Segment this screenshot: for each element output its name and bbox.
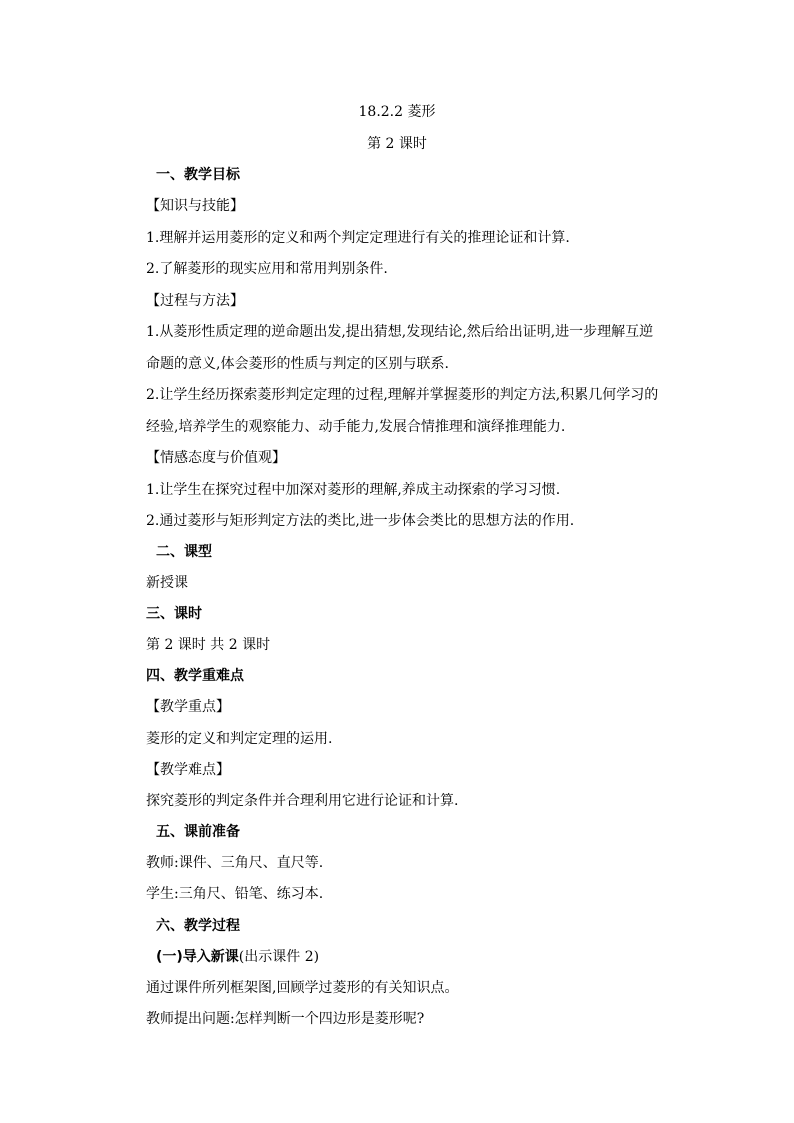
intro-body-2: 教师提出问题:怎样判断一个四边形是菱形呢? [146, 1011, 425, 1027]
intro-body-1: 通过课件所列框架图,回顾学过菱形的有关知识点。 [146, 980, 459, 996]
section-1-heading: 一、教学目标 [156, 167, 240, 183]
section-2-heading: 二、课型 [156, 544, 212, 560]
prep-student: 学生:三角尺、铅笔、练习本. [146, 886, 324, 902]
subsection-intro [156, 947, 319, 967]
section-4-heading: 四、教学重难点 [146, 668, 244, 684]
subsection-intro-title: (一)导入新课 [156, 949, 239, 965]
process-item-1-line-1: 1.从菱形性质定理的逆命题出发,提出猜想,发现结论,然后给出证明,进一步理解互逆 [146, 324, 654, 340]
doc-subtitle: 第 2 课时 [367, 136, 427, 152]
emotion-item-1: 1.让学生在探究过程中加深对菱形的理解,养成主动探索的学习习惯. [146, 482, 561, 498]
section-3-heading: 三、课时 [146, 606, 202, 622]
section-5-heading: 五、课前准备 [156, 824, 240, 840]
knowledge-skills-label: 【知识与技能】 [146, 198, 244, 214]
process-method-label: 【过程与方法】 [146, 293, 244, 309]
emotion-item-2: 2.通过菱形与矩形判定方法的类比,进一步体会类比的思想方法的作用. [146, 513, 575, 529]
teaching-key-label: 【教学重点】 [146, 699, 230, 715]
process-item-1-line-2: 命题的意义,体会菱形的性质与判定的区别与联系. [146, 356, 449, 372]
subsection-intro-note: (出示课件 2) [238, 949, 320, 965]
knowledge-item-1: 1.理解并运用菱形的定义和两个判定定理进行有关的推理论证和计算. [146, 230, 570, 246]
section-2-body: 新授课 [146, 575, 188, 591]
section-6-heading: 六、教学过程 [156, 918, 240, 934]
prep-teacher: 教师:课件、三角尺、直尺等. [146, 855, 324, 871]
process-item-2-line-2: 经验,培养学生的观察能力、动手能力,发展合情推理和演绎推理能力. [146, 419, 566, 435]
teaching-key-body: 菱形的定义和判定定理的运用. [146, 731, 333, 747]
process-item-2-line-1: 2.让学生经历探索菱形判定定理的过程,理解并掌握菱形的判定方法,积累几何学习的 [146, 387, 659, 403]
emotion-values-label: 【情感态度与价值观】 [146, 450, 286, 466]
knowledge-item-2: 2.了解菱形的现实应用和常用判别条件. [146, 261, 388, 277]
teaching-difficulty-label: 【教学难点】 [146, 762, 230, 778]
doc-title: 18.2.2 菱形 [358, 104, 436, 120]
teaching-difficulty-body: 探究菱形的判定条件并合理利用它进行论证和计算. [146, 793, 459, 809]
section-3-body: 第 2 课时 共 2 课时 [146, 637, 271, 653]
